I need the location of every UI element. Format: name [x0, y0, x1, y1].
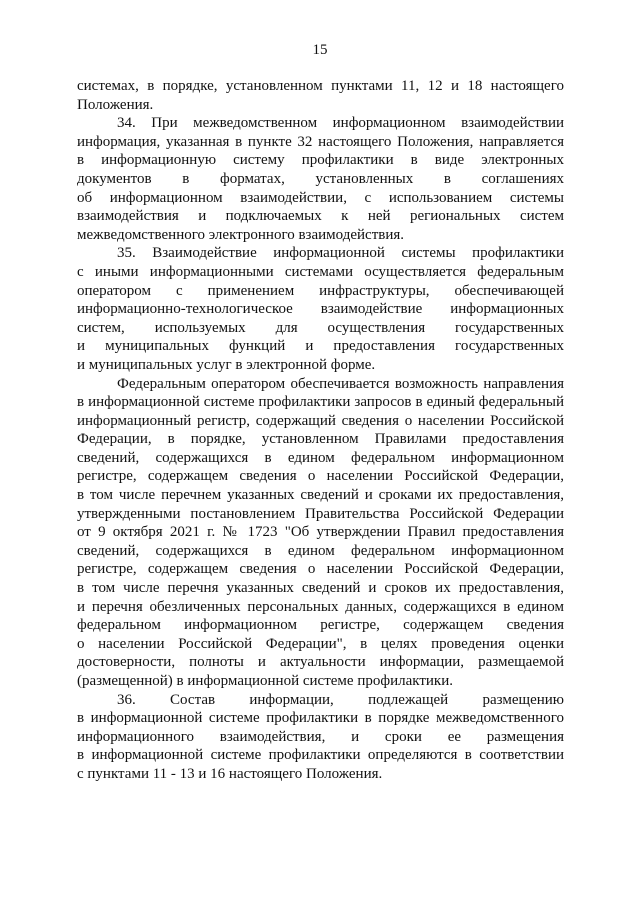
text-line: об информационном взаимодействии, с использованием системы	[77, 189, 564, 206]
text-line: утвержденными постановлением Правительства Российской Федерации	[77, 505, 564, 522]
text-line: достоверности, полноты и актуальности информации, размещаемой	[77, 654, 564, 671]
document-body	[77, 77, 564, 784]
text-line: Федеральным оператором обеспечивается возможность направления	[117, 375, 564, 392]
text-line: межведомственного электронного взаимодействия.	[77, 226, 405, 243]
paragraph-35	[77, 244, 564, 374]
text-line: сведений, содержащихся в едином федеральном информационном	[77, 542, 564, 559]
text-line: 34. При межведомственном информационном взаимодействии	[117, 115, 564, 132]
text-line: в информационной системе профилактики запросов в единый федеральный	[77, 394, 564, 411]
text-line: 36. Состав информации, подлежащей размещению	[117, 691, 564, 708]
text-line: информация, указанная в пункте 32 настоящего Положения, направляется	[77, 133, 564, 150]
text-line: в информационной системе профилактики в порядке межведомственного	[77, 710, 564, 727]
text-line: с пунктами 11 - 13 и 16 настоящего Положения.	[77, 765, 383, 782]
paragraph-34	[77, 114, 564, 244]
text-line: федеральном информационном регистре, содержащем сведения	[77, 617, 564, 634]
text-line: о населении Российской Федерации", в целях проведения оценки	[77, 635, 564, 652]
text-line: и перечня обезличенных персональных данных, содержащихся в едином	[77, 598, 564, 615]
text-line: (размещенной) в информационной системе профилактики.	[77, 673, 453, 689]
text-line: Положения.	[77, 96, 154, 113]
text-line: документов в форматах, установленных в соглашениях	[77, 170, 564, 187]
text-line: информационного взаимодействия, и сроки ее размещения	[77, 728, 564, 745]
text-line: системах, в порядке, установленном пунктами 11, 12 и 18 настоящего	[77, 78, 564, 94]
text-line: регистре, содержащем сведения о населении Российской Федерации,	[77, 468, 564, 485]
text-line: 35. Взаимодействие информационной системы профилактики	[117, 245, 564, 262]
text-line: в информационную систему профилактики в виде электронных	[77, 152, 564, 169]
text-line: взаимодействия и подключаемых к ней региональных систем	[77, 208, 564, 225]
text-line: в том числе перечня указанных сведений и сроков их предоставления,	[77, 580, 564, 597]
text-line: в том числе перечнем указанных сведений и сроками их предоставления,	[77, 487, 564, 504]
text-line: с иными информационными системами осуществляется федеральным	[77, 263, 564, 280]
text-line: регистре, содержащем сведения о населении Российской Федерации,	[77, 561, 564, 578]
paragraph-36	[77, 691, 564, 784]
text-line: Федерации, в порядке, установленном Правилами предоставления	[77, 431, 564, 448]
text-line: и муниципальных услуг в электронной форме.	[77, 356, 376, 373]
text-line: в информационной системе профилактики определяются в соответствии	[77, 747, 564, 764]
text-line: информационно-технологическое взаимодействие информационных	[77, 301, 564, 318]
page-number: 15	[312, 42, 328, 58]
paragraph-continuation	[77, 77, 564, 114]
paragraph-federal-operator	[77, 375, 564, 691]
text-line: сведений, содержащихся в едином федеральном информационном	[77, 449, 564, 466]
text-line: и муниципальных функций и предоставления государственных	[77, 338, 564, 355]
text-line: оператором с применением инфраструктуры, обеспечивающей	[77, 282, 564, 299]
text-line: информационный регистр, содержащий сведения о населении Российской	[77, 412, 564, 429]
text-line: от 9 октября 2021 г. № 1723 "Об утверждении Правил предоставления	[77, 524, 564, 541]
text-line: систем, используемых для осуществления государственных	[77, 319, 564, 336]
